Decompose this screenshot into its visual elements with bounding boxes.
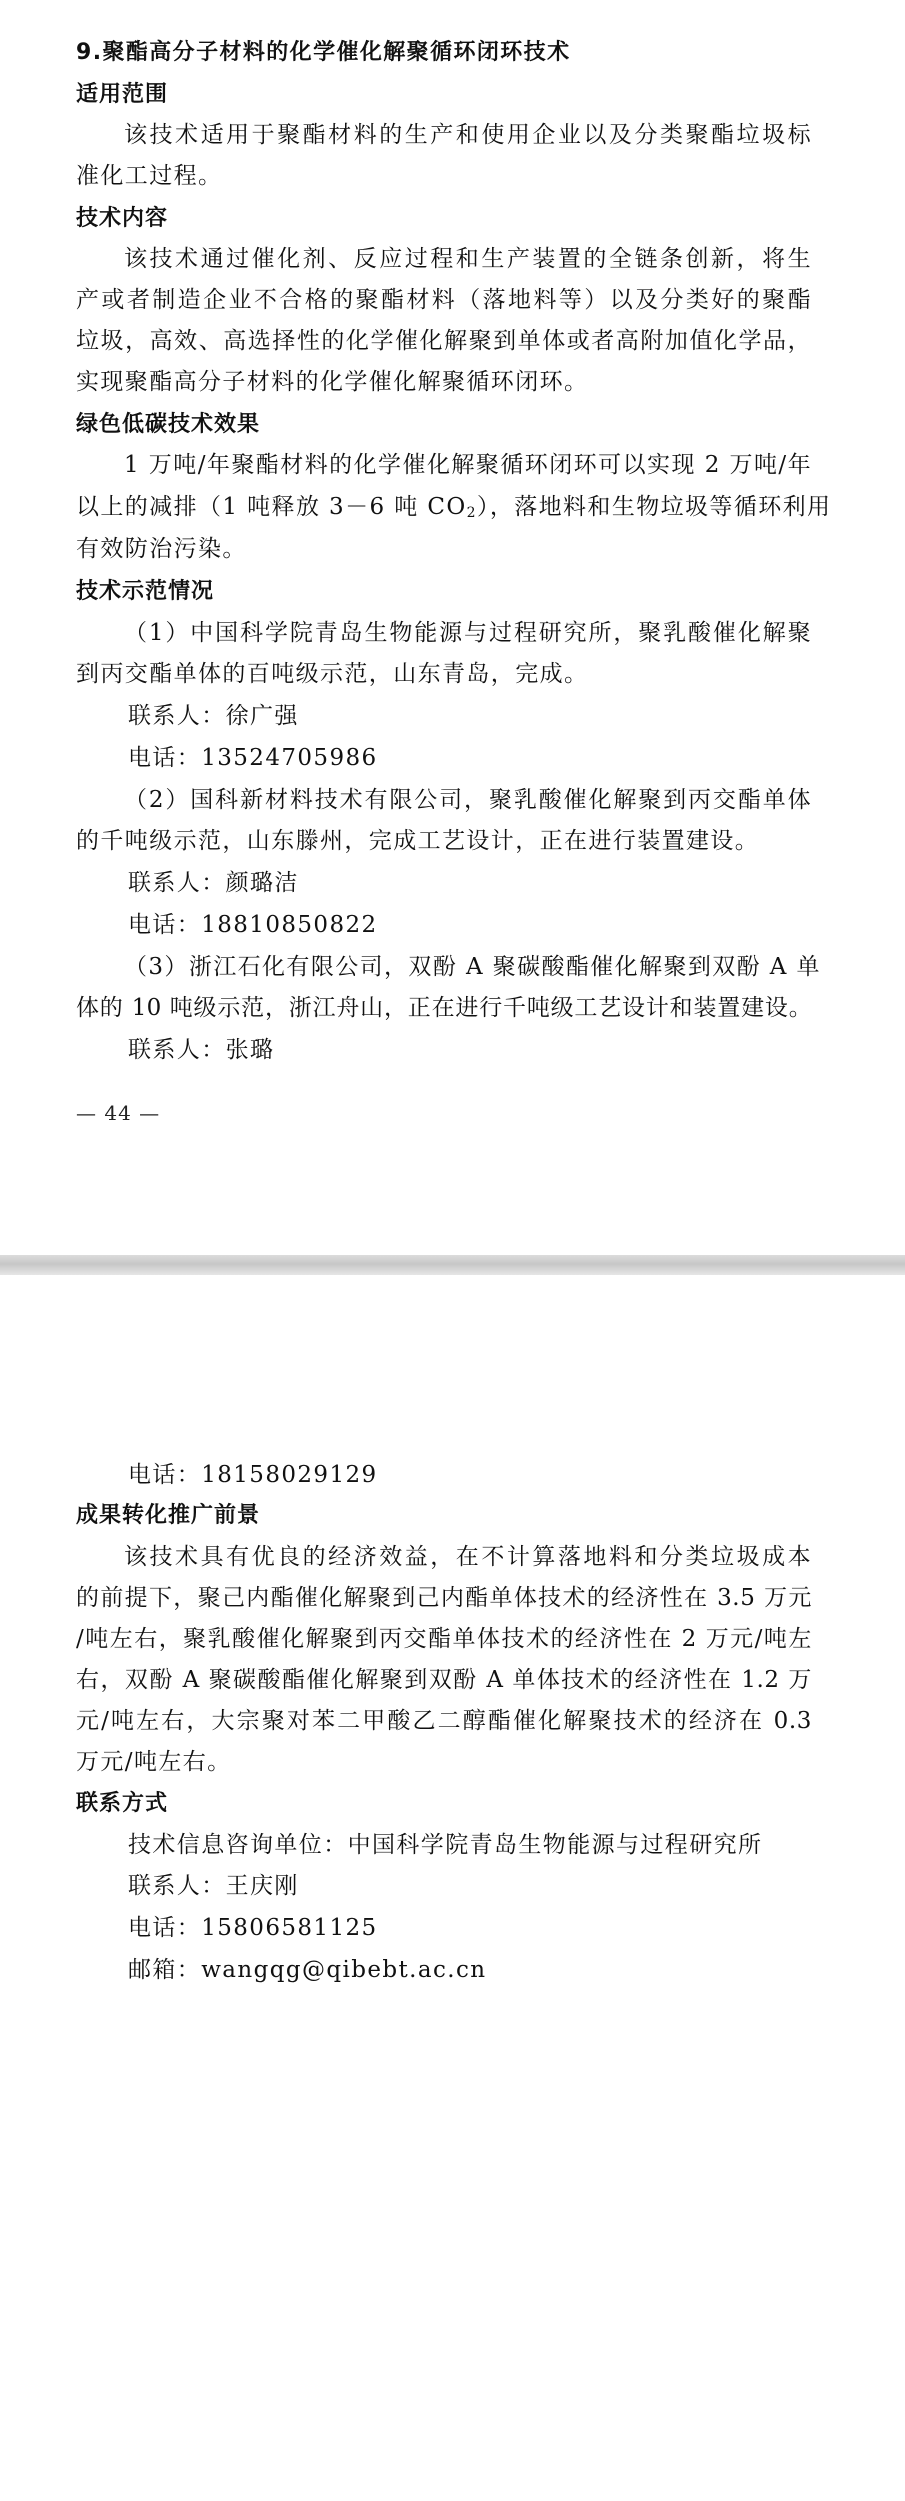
effect-text-part: ），落地料和生物垃圾等循环利用: [476, 494, 832, 520]
effect-text-line: 有效防治污染。: [76, 536, 247, 562]
demo-phone: 电话：18810850822: [128, 912, 378, 938]
prospect-text-line: 该技术具有优良的经济效益，在不计算落地料和分类垃圾成本: [124, 1544, 812, 1570]
effect-text-line: 1 万吨/年聚酯材料的化学催化解聚循环闭环可以实现 2 万吨/年: [124, 452, 812, 478]
contact-heading: 联系方式: [76, 1791, 169, 1816]
prospect-text-line: 万元/吨左右。: [76, 1749, 232, 1775]
effect-heading: 绿色低碳技术效果: [76, 412, 261, 437]
demo-contact: 联系人：徐广强: [128, 703, 299, 729]
content-text-line: 产或者制造企业不合格的聚酯材料（落地料等）以及分类好的聚酯: [76, 287, 812, 313]
effect-text-line: [76, 492, 832, 528]
demo-text-line: （3）浙江石化有限公司，双酚 A 聚碳酸酯催化解聚到双酚 A 单: [124, 954, 821, 980]
scope-text-line: 准化工过程。: [76, 163, 223, 189]
prospect-text-line: 的前提下，聚己内酯催化解聚到己内酯单体技术的经济性在 3.5 万元: [76, 1585, 812, 1611]
contact-phone: 电话：15806581125: [128, 1915, 378, 1941]
effect-text-part: 以上的减排（1 吨释放 3－6 吨 CO: [76, 494, 467, 520]
scope-text-line: 该技术适用于聚酯材料的生产和使用企业以及分类聚酯垃圾标: [124, 122, 812, 148]
demo-text-line: 体的 10 吨级示范，浙江舟山，正在进行千吨级工艺设计和装置建设。: [76, 995, 812, 1021]
document-page-45: [0, 1275, 905, 2501]
demo-contact: 联系人：张璐: [128, 1037, 275, 1063]
content-text-line: 该技术通过催化剂、反应过程和生产装置的全链条创新，将生: [124, 246, 812, 272]
demo-text-line: （2）国科新材料技术有限公司，聚乳酸催化解聚到丙交酯单体: [124, 787, 812, 813]
page-separator: [0, 1255, 905, 1275]
co2-subscript: 2: [466, 505, 477, 521]
page-number: — 44 —: [76, 1101, 161, 1125]
scope-heading: 适用范围: [76, 82, 169, 107]
demo-text-line: 到丙交酯单体的百吨级示范，山东青岛，完成。: [76, 661, 589, 687]
prospect-text-line: 右，双酚 A 聚碳酸酯催化解聚到双酚 A 单体技术的经济性在 1.2 万: [76, 1667, 812, 1693]
demo-phone: 电话：13524705986: [128, 745, 378, 771]
demo-text-line: （1）中国科学院青岛生物能源与过程研究所，聚乳酸催化解聚: [124, 620, 812, 646]
content-text-line: 垃圾，高效、高选择性的化学催化解聚到单体或者高附加值化学品，: [76, 328, 812, 354]
content-text-line: 实现聚酯高分子材料的化学催化解聚循环闭环。: [76, 369, 589, 395]
contact-unit: 技术信息咨询单位：中国科学院青岛生物能源与过程研究所: [128, 1832, 763, 1858]
demo-contact: 联系人：颜璐洁: [128, 870, 299, 896]
prospect-heading: 成果转化推广前景: [76, 1503, 261, 1528]
prospect-text-line: 元/吨左右，大宗聚对苯二甲酸乙二醇酯催化解聚技术的经济在 0.3: [76, 1708, 812, 1734]
contact-email: 邮箱：wangqg@qibebt.ac.cn: [128, 1957, 487, 1983]
content-heading: 技术内容: [76, 206, 169, 231]
section-title: 9.聚酯高分子材料的化学催化解聚循环闭环技术: [76, 40, 571, 65]
prospect-text-line: /吨左右，聚乳酸催化解聚到丙交酯单体技术的经济性在 2 万元/吨左: [76, 1626, 812, 1652]
demo-phone: 电话：18158029129: [128, 1462, 378, 1488]
demo-text-line: 的千吨级示范，山东滕州，完成工艺设计，正在进行装置建设。: [76, 828, 760, 854]
demo-heading: 技术示范情况: [76, 579, 215, 604]
contact-person: 联系人：王庆刚: [128, 1873, 299, 1899]
